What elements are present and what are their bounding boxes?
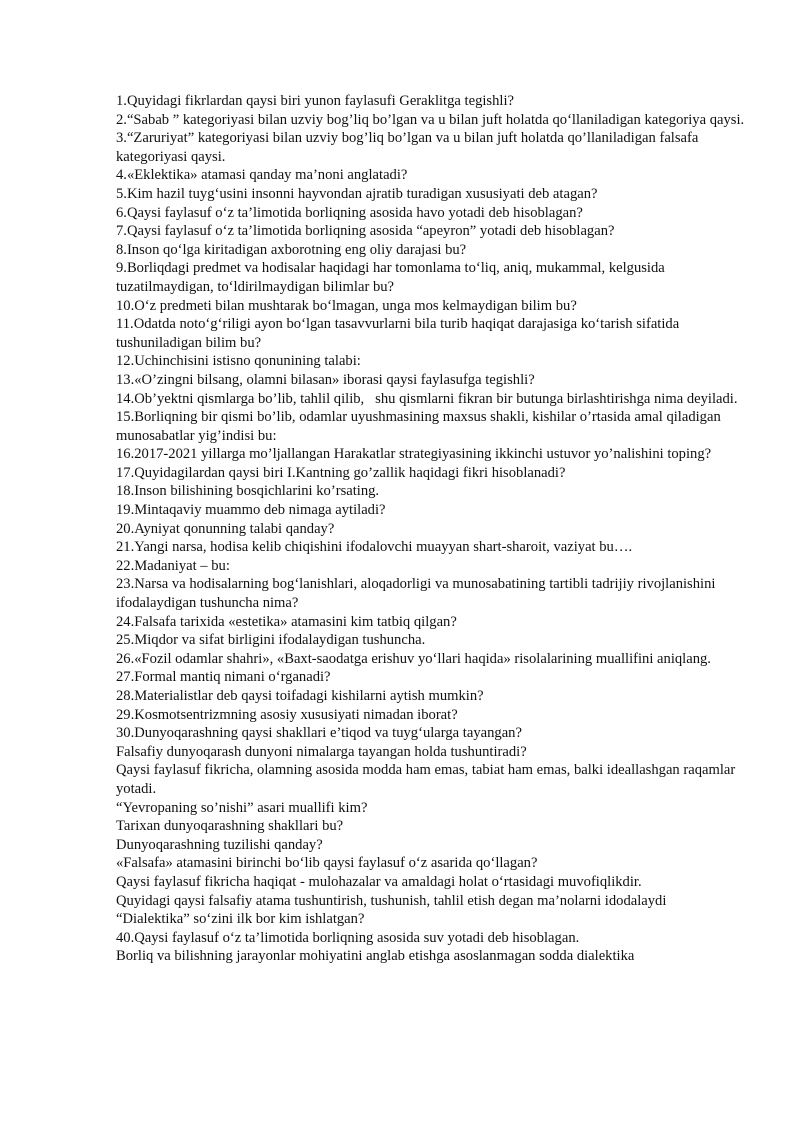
question-line: 3.“Zaruriyat” kategoriyasi bilan uzviy bog’liq bo’lgan va u bilan juft holatda qo’llaniladigan falsafa kategoriyasi qaysi. [116, 130, 702, 165]
question-line: 10.O‘z predmeti bilan mushtarak bo‘lmagan, unga mos kelmaydigan bilim bu? [116, 297, 577, 314]
question-line: 18.Inson bilishining bosqichlarini ko’rsating. [116, 483, 380, 500]
question-line: 40.Qaysi faylasuf o‘z ta’limotida borliqning asosida suv yotadi deb hisoblagan. [116, 929, 580, 946]
question-line: 7.Qaysi faylasuf o‘z ta’limotida borliqning asosida “apeyron” yotadi deb hisoblagan? [116, 223, 615, 240]
question-line: 17.Quyidagilardan qaysi biri I.Kantning go’zallik haqidagi fikri hisoblanadi? [116, 464, 566, 481]
question-line: 29.Kosmotsentrizmning asosiy xususiyati nimadan iborat? [116, 706, 458, 723]
question-line: 14.Ob’yektni qismlarga bo’lib, tahlil qilib, shu qismlarni fikran bir butunga birlashtirishga nima deyiladi. [116, 390, 738, 407]
question-line: «Falsafa» atamasini birinchi bo‘lib qaysi faylasuf o‘z asarida qo‘llagan? [116, 855, 538, 872]
question-line: 25.Miqdor va sifat birligini ifodalaydigan tushuncha. [116, 632, 426, 649]
question-line: 13.«O’zingni bilsang, olamni bilasan» iborasi qaysi faylasufga tegishli? [116, 371, 535, 388]
document-page [116, 92, 746, 966]
question-line: 15.Borliqning bir qismi bo’lib, odamlar uyushmasining maxsus shakli, kishilar o’rtasida amal qiladigan munosabatlar yig’indisi bu: [116, 409, 725, 444]
question-line: 21.Yangi narsa, hodisa kelib chiqishini ifodalovchi muayyan shart-sharoit, vaziyat bu…. [116, 539, 633, 556]
question-line: 20.Ayniyat qonunning talabi qanday? [116, 520, 335, 537]
question-line: 19.Mintaqaviy muammo deb nimaga aytiladi? [116, 502, 386, 519]
question-line: Tarixan dunyoqarashning shakllari bu? [116, 818, 344, 835]
question-line: 5.Kim hazil tuyg‘usini insonni hayvondan ajratib turadigan xususiyati deb atagan? [116, 185, 598, 202]
question-line: 9.Borliqdagi predmet va hodisalar haqidagi har tomonlama to‘liq, aniq, mukammal, kelgusida tuzatilmaydigan, to‘ldirilmaydigan bilimlar bu? [116, 260, 669, 295]
question-line: 8.Inson qo‘lga kiritadigan axborotning eng oliy darajasi bu? [116, 241, 467, 258]
question-line: Qaysi faylasuf fikricha haqiqat - mulohazalar va amaldagi holat o‘rtasidagi muvofiqlikdir. [116, 873, 642, 890]
question-line: 26.«Fozil odamlar shahri», «Baxt-saodatga erishuv yo‘llari haqida» risolalarining muallifini aniqlang. [116, 650, 711, 667]
question-line: “Dialektika” so‘zini ilk bor kim ishlatgan? [116, 911, 365, 928]
question-line: 11.Odatda noto‘g‘riligi ayon bo‘lgan tasavvurlarni bila turib haqiqat darajasiga ko‘tarish sifatida tushuniladigan bilim bu? [116, 316, 683, 351]
question-line: “Yevropaning so’nishi” asari muallifi kim? [116, 799, 368, 816]
question-line: 30.Dunyoqarashning qaysi shakllari e’tiqod va tuyg‘ularga tayangan? [116, 725, 522, 742]
question-line: 4.«Eklektika» atamasi qanday ma’noni anglatadi? [116, 167, 408, 184]
question-line: 24.Falsafa tarixida «estetika» atamasini kim tatbiq qilgan? [116, 613, 457, 630]
question-line: Falsafiy dunyoqarash dunyoni nimalarga tayangan holda tushuntiradi? [116, 743, 527, 760]
question-line: 28.Materialistlar deb qaysi toifadagi kishilarni aytish mumkin? [116, 688, 484, 704]
question-line: 16.2017-2021 yillarga mo’ljallangan Harakatlar strategiyasining ikkinchi ustuvor yo’nalishini toping? [116, 446, 712, 463]
question-line: 1.Quyidagi fikrlardan qaysi biri yunon faylasufi Geraklitga tegishli? [116, 93, 514, 109]
question-line: 22.Madaniyat – bu: [116, 557, 230, 574]
question-line: Dunyoqarashning tuzilishi qanday? [116, 836, 323, 853]
question-line: Qaysi faylasuf fikricha, olamning asosida modda ham emas, tabiat ham emas, balki ideallashgan raqamlar yotadi. [116, 762, 739, 797]
question-line: 27.Formal mantiq nimani o‘rganadi? [116, 669, 331, 686]
question-line: Quyidagi qaysi falsafiy atama tushuntirish, tushunish, tahlil etish degan ma’nolarni idodalaydi [116, 892, 667, 909]
question-line: 12.Uchinchisini istisno qonunining talabi: [116, 353, 361, 370]
question-line: 2.“Sabab ” kategoriyasi bilan uzviy bog’liq bo’lgan va u bilan juft holatda qo‘llaniladigan kategoriya qaysi. [116, 111, 745, 128]
question-line: 23.Narsa va hodisalarning bog‘lanishlari, aloqadorligi va munosabatining tartibli tadrijiy rivojlanishini ifodalaydigan tushuncha nima? [116, 576, 720, 612]
question-line: 6.Qaysi faylasuf o‘z ta’limotida borliqning asosida havo yotadi deb hisoblagan? [116, 204, 583, 221]
question-line: Borliq va bilishning jarayonlar mohiyatini anglab etishga asoslanmagan sodda dialektika [116, 948, 635, 965]
